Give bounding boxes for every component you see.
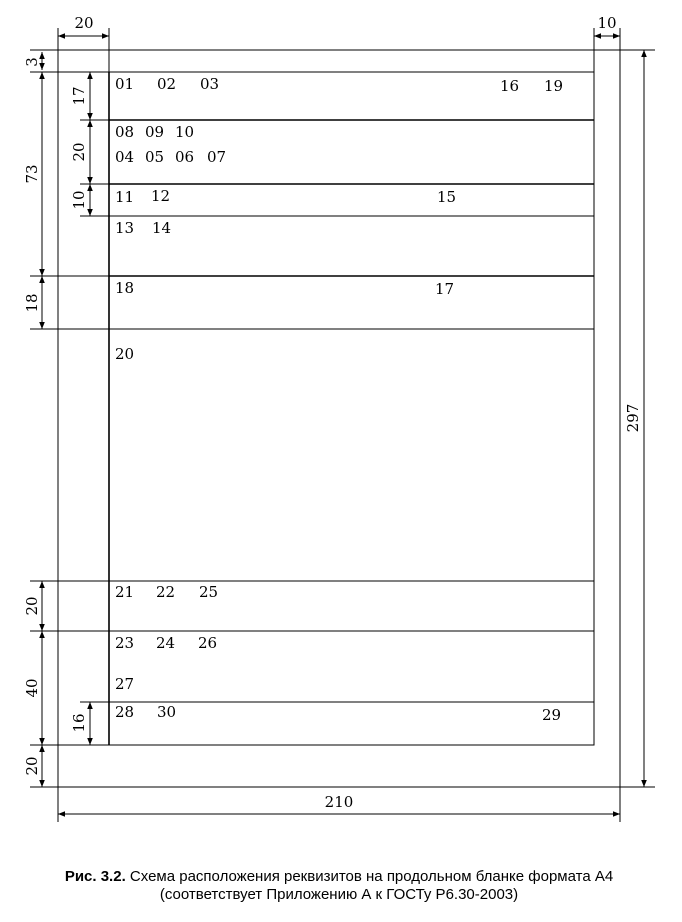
field-number: 18: [115, 279, 135, 297]
dim-label-20a: 20: [70, 142, 88, 162]
field-number: 30: [157, 703, 177, 721]
dim-label-297: 297: [624, 403, 642, 433]
dim-label-73: 73: [23, 164, 41, 184]
dim-label-18: 18: [23, 293, 41, 313]
field-number: 13: [115, 219, 135, 237]
field-number: 26: [198, 634, 218, 652]
field-number: 05: [145, 148, 165, 166]
field-number: 15: [437, 188, 457, 206]
field-number: 06: [175, 148, 195, 166]
field-number: 20: [115, 345, 135, 363]
field-number: 14: [152, 219, 172, 237]
caption-line-2: (соответствует Приложению А к ГОСТу Р6.30-2003): [159, 886, 519, 903]
field-number: 07: [207, 148, 227, 166]
field-number: 17: [435, 280, 455, 298]
field-number: 10: [175, 123, 195, 141]
field-number: 23: [115, 634, 135, 652]
field-number: 24: [156, 634, 176, 652]
page-outline: [58, 50, 620, 787]
dim-label-bottom-20b: 20: [23, 756, 41, 776]
dim-label-40: 40: [23, 678, 41, 698]
field-number: 29: [542, 706, 562, 724]
dim-label-210: 210: [324, 793, 354, 811]
dim-label-16: 16: [70, 713, 88, 733]
field-number: 16: [500, 77, 520, 95]
dim-label-bottom-20a: 20: [23, 596, 41, 616]
field-number: 01: [115, 75, 135, 93]
field-number: 28: [115, 703, 135, 721]
dim-label-top-margin: 3: [23, 57, 41, 67]
field-number: 09: [145, 123, 165, 141]
dim-label-left-margin: 20: [74, 14, 94, 32]
field-number: 19: [544, 77, 564, 95]
field-number: 03: [200, 75, 220, 93]
field-number: 25: [199, 583, 219, 601]
field-number: 22: [156, 583, 176, 601]
field-number: 02: [157, 75, 177, 93]
field-number: 21: [115, 583, 135, 601]
figure-caption: [65, 868, 613, 885]
dim-label-17: 17: [70, 86, 88, 106]
caption-label: Рис. 3.2.: [64, 868, 126, 885]
field-number: 27: [115, 675, 135, 693]
field-number: 08: [115, 123, 135, 141]
dim-label-right-margin: 10: [597, 14, 617, 32]
field-number: 11: [115, 188, 135, 206]
caption-text: Схема расположения реквизитов на продольном бланке формата А4: [125, 868, 614, 885]
field-number: 04: [115, 148, 135, 166]
field-area: [109, 72, 594, 745]
field-number: 12: [151, 187, 171, 205]
dim-label-10: 10: [70, 190, 88, 210]
